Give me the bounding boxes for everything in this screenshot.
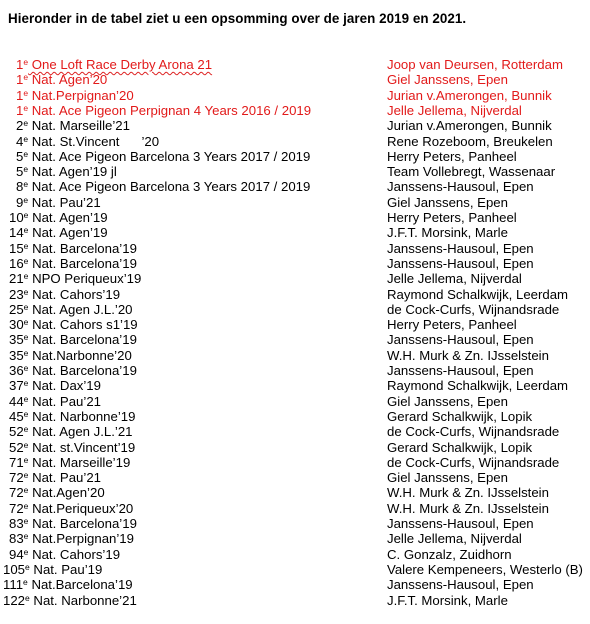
fancier-name: Gerard Schalkwijk, Lopik [387,408,533,424]
fancier-name: Jurian v.Amerongen, Bunnik [387,118,552,134]
result-row [0,164,590,179]
race-name: Nat.Agen’20 [28,485,105,501]
ordinal-suffix: e [23,118,29,129]
ordinal-suffix: e [23,148,29,159]
rank-number: 36 [9,363,24,378]
ordinal-suffix: e [23,240,29,251]
rank-number: 52 [9,424,24,440]
race-name: Nat.Perpignan’19 [28,531,134,547]
rank-number: 71 [9,454,24,470]
result-row [0,516,590,531]
result-row [0,241,590,256]
rank-number: 16 [9,255,24,271]
rank-number: 45 [9,408,24,424]
result-row [0,531,590,546]
result-placing [3,593,137,608]
race-name: Nat.Periqueux’20 [28,500,134,516]
ordinal-suffix: e [23,393,29,404]
fancier-name: Jelle Jellema, Nijverdal [387,102,522,118]
result-row [0,134,590,149]
ordinal-suffix: e [23,301,29,312]
race-name: One Loft Race Derby Arona 21 [28,57,213,72]
fancier-name: Raymond Schalkwijk, Leerdam [387,378,569,394]
rank-number: 37 [9,378,24,394]
result-placing [9,271,141,286]
fancier-name: Giel Janssens, Epen [387,393,508,409]
rank-number: 15 [9,240,24,256]
ordinal-suffix: e [23,439,29,450]
race-name: Nat. Pau’21 [28,393,101,409]
race-name: Nat. Barcelona’19 [28,240,137,256]
race-name: Nat. Ace Pigeon Barcelona 3 Years 2017 / 2019 [28,179,311,195]
result-row [0,394,590,409]
fancier-name: Gerard Schalkwijk, Lopik [387,439,533,455]
result-row [0,149,590,164]
rank-number: 1 [16,57,24,72]
rank-number: 1 [16,87,24,103]
result-placing [16,103,311,118]
race-name: Nat. Agen’19 jl [28,164,117,180]
ordinal-suffix: e [23,516,29,526]
result-row [0,57,590,72]
race-name: Nat. Ace Pigeon Perpignan 4 Years 2016 / 2019 [28,102,312,118]
race-name: Nat. Pau’19 [29,561,103,577]
fancier-name: Janssens-Hausoul, Epen [387,332,534,348]
race-name: Nat. Cahors’19 [28,286,121,302]
race-name: Nat. St.Vincent ’20 [28,133,160,149]
result-placing [9,317,138,332]
race-name: Nat. Barcelona’19 [28,516,137,531]
result-row [0,593,590,608]
race-name: Nat. Barcelona’19 [28,332,137,348]
ordinal-suffix: e [23,363,29,373]
rank-number: 23 [9,286,24,302]
page-heading: Hieronder in de tabel ziet u een opsomming over de jaren 2019 en 2021. [8,11,467,26]
result-row [0,470,590,485]
rank-number: 94 [9,546,24,562]
result-row [0,179,590,194]
result-row [0,378,590,393]
result-row [0,363,590,378]
ordinal-suffix: e [23,470,29,481]
ordinal-suffix: e [23,194,29,205]
result-row [0,103,590,118]
result-placing [9,332,137,347]
rank-number: 2 [16,118,24,134]
result-placing [16,118,130,133]
fancier-name: Rene Rozeboom, Breukelen [387,133,553,149]
ordinal-suffix: e [23,72,29,83]
ordinal-suffix: e [23,210,29,220]
result-row [0,455,590,470]
rank-number: 10 [9,210,24,225]
race-name: Nat. Agen’19 [28,225,108,241]
result-row [0,424,590,439]
result-placing [9,501,133,516]
rank-number: 1 [16,102,24,118]
rank-number: 30 [9,317,24,333]
race-name: Nat. Pau’21 [28,470,101,486]
race-name: Nat. Agen J.L.’21 [28,424,133,440]
ordinal-suffix: e [23,57,29,67]
result-row [0,562,590,577]
ordinal-suffix: e [23,546,29,557]
ordinal-suffix: e [23,424,29,435]
rank-number: 8 [16,179,24,195]
result-placing [16,134,159,149]
fancier-name: Joop van Deursen, Rotterdam [387,57,563,72]
result-placing [9,409,135,424]
fancier-name: Jelle Jellema, Nijverdal [387,271,522,287]
result-placing [9,302,133,317]
rank-number: 72 [9,500,24,516]
result-row [0,501,590,516]
rank-number: 14 [9,225,24,241]
result-placing [9,470,101,485]
fancier-name: C. Gonzalz, Zuidhorn [387,546,512,562]
result-row [0,302,590,317]
result-placing [9,378,101,393]
rank-number: 9 [16,194,24,210]
result-placing [9,531,134,546]
result-placing [16,149,310,164]
result-placing [16,72,107,87]
ordinal-suffix: e [23,133,29,144]
fancier-name: Janssens-Hausoul, Epen [387,577,534,593]
fancier-name: Janssens-Hausoul, Epen [387,255,534,271]
result-placing [16,88,134,103]
result-placing [9,225,108,240]
race-name: Nat.Barcelona’19 [27,577,133,593]
fancier-name: Valere Kempeneers, Westerlo (B) [387,561,583,577]
fancier-name: W.H. Murk & Zn. IJsselstein [387,347,549,363]
ordinal-suffix: e [23,485,29,496]
rank-number: 111 [3,577,24,593]
race-name: Nat. Cahors s1’19 [28,317,138,333]
fancier-name: Giel Janssens, Epen [387,470,508,486]
result-placing [9,394,101,409]
ordinal-suffix: e [23,271,29,282]
rank-number: 35 [9,347,24,363]
fancier-name: Janssens-Hausoul, Epen [387,363,534,378]
rank-number: 83 [9,531,24,547]
result-placing [16,164,117,179]
ordinal-suffix: e [25,592,30,603]
rank-number: 5 [16,164,24,180]
result-placing [9,256,137,271]
result-placing [9,424,133,439]
race-name: NPO Periqueux’19 [28,271,142,287]
result-placing [16,179,310,194]
result-row [0,271,590,286]
race-name: Nat.Perpignan’20 [28,87,134,103]
result-placing [9,485,105,500]
ordinal-suffix: e [23,531,29,542]
rank-number: 72 [9,485,24,501]
ordinal-suffix: e [23,225,29,236]
fancier-name: W.H. Murk & Zn. IJsselstein [387,485,549,501]
fancier-name: Jurian v.Amerongen, Bunnik [387,87,552,103]
ordinal-suffix: e [23,317,29,328]
result-placing [9,455,130,470]
result-row [0,88,590,103]
race-name: Nat. Agen’20 [28,72,108,88]
ordinal-suffix: e [23,378,29,389]
result-row [0,409,590,424]
race-name: Nat. Barcelona’19 [28,255,137,271]
race-name: Nat. Narbonne’19 [28,408,136,424]
fancier-name: Team Vollebregt, Wassenaar [387,164,556,180]
rank-number: 105 [3,561,26,577]
rank-number: 4 [16,133,24,149]
result-placing [9,241,137,256]
rank-number: 83 [9,516,24,531]
fancier-name: Jelle Jellema, Nijverdal [387,531,522,547]
race-name: Nat. Ace Pigeon Barcelona 3 Years 2017 / 2019 [28,148,311,164]
race-name: Nat. Agen J.L.’20 [28,301,133,317]
ordinal-suffix: e [23,332,29,343]
race-name: Nat. Dax’19 [28,378,101,394]
result-placing [9,440,135,455]
rank-number: 21 [9,271,24,287]
result-row [0,485,590,500]
fancier-name: Giel Janssens, Epen [387,194,508,210]
result-row [0,287,590,302]
result-placing [3,577,133,592]
ordinal-suffix: e [23,286,29,297]
result-placing [3,562,102,577]
result-row [0,440,590,455]
fancier-name: Herry Peters, Panheel [387,317,517,333]
result-placing [9,363,137,378]
fancier-name: J.F.T. Morsink, Marle [387,225,508,241]
race-name: Nat. Cahors’19 [28,546,121,562]
result-row [0,256,590,271]
ordinal-suffix: e [23,102,29,113]
result-placing [16,57,212,72]
race-name: Nat. Barcelona’19 [28,363,137,378]
result-row [0,225,590,240]
ordinal-suffix: e [23,500,29,511]
rank-number: 52 [9,439,24,455]
ordinal-suffix: e [23,255,29,266]
fancier-name: Janssens-Hausoul, Epen [387,240,534,256]
ordinal-suffix: e [23,454,29,465]
fancier-name: de Cock-Curfs, Wijnandsrade [387,424,560,440]
result-row [0,547,590,562]
result-row [0,348,590,363]
result-row [0,72,590,87]
fancier-name: Giel Janssens, Epen [387,72,508,88]
ordinal-suffix: e [23,577,28,588]
fancier-name: Herry Peters, Panheel [387,210,517,225]
race-name: Nat. Marseille’19 [28,454,131,470]
rank-number: 25 [9,301,24,317]
rank-number: 72 [9,470,24,486]
fancier-name: de Cock-Curfs, Wijnandsrade [387,301,560,317]
race-name: Nat. Agen’19 [28,210,108,225]
fancier-name: J.F.T. Morsink, Marle [387,592,508,608]
rank-number: 5 [16,148,24,164]
race-name: Nat.Narbonne’20 [28,347,132,363]
rank-number: 1 [16,72,24,88]
result-row [0,118,590,133]
result-placing [9,210,108,225]
rank-number: 35 [9,332,24,348]
result-placing [9,287,120,302]
ordinal-suffix: e [23,179,29,190]
result-placing [16,195,101,210]
result-row [0,195,590,210]
ordinal-suffix: e [23,87,29,98]
rank-number: 44 [9,393,24,409]
ordinal-suffix: e [23,164,29,175]
fancier-name: W.H. Murk & Zn. IJsselstein [387,500,549,516]
result-row [0,577,590,592]
result-row [0,332,590,347]
race-name: Nat. Marseille’21 [28,118,130,134]
rank-number: 122 [3,592,26,608]
result-row [0,210,590,225]
fancier-name: Janssens-Hausoul, Epen [387,516,534,531]
fancier-name: de Cock-Curfs, Wijnandsrade [387,454,560,470]
ordinal-suffix: e [25,561,30,572]
result-placing [9,516,137,531]
result-row [0,317,590,332]
fancier-name: Herry Peters, Panheel [387,148,517,164]
ordinal-suffix: e [23,408,29,419]
fancier-name: Janssens-Hausoul, Epen [387,179,534,195]
race-name: Nat. Narbonne’21 [29,592,137,608]
fancier-name: Raymond Schalkwijk, Leerdam [387,286,569,302]
result-placing [9,348,132,363]
race-name: Nat. st.Vincent’19 [28,439,136,455]
result-placing [9,547,120,562]
ordinal-suffix: e [23,347,29,358]
race-name: Nat. Pau’21 [28,194,101,210]
